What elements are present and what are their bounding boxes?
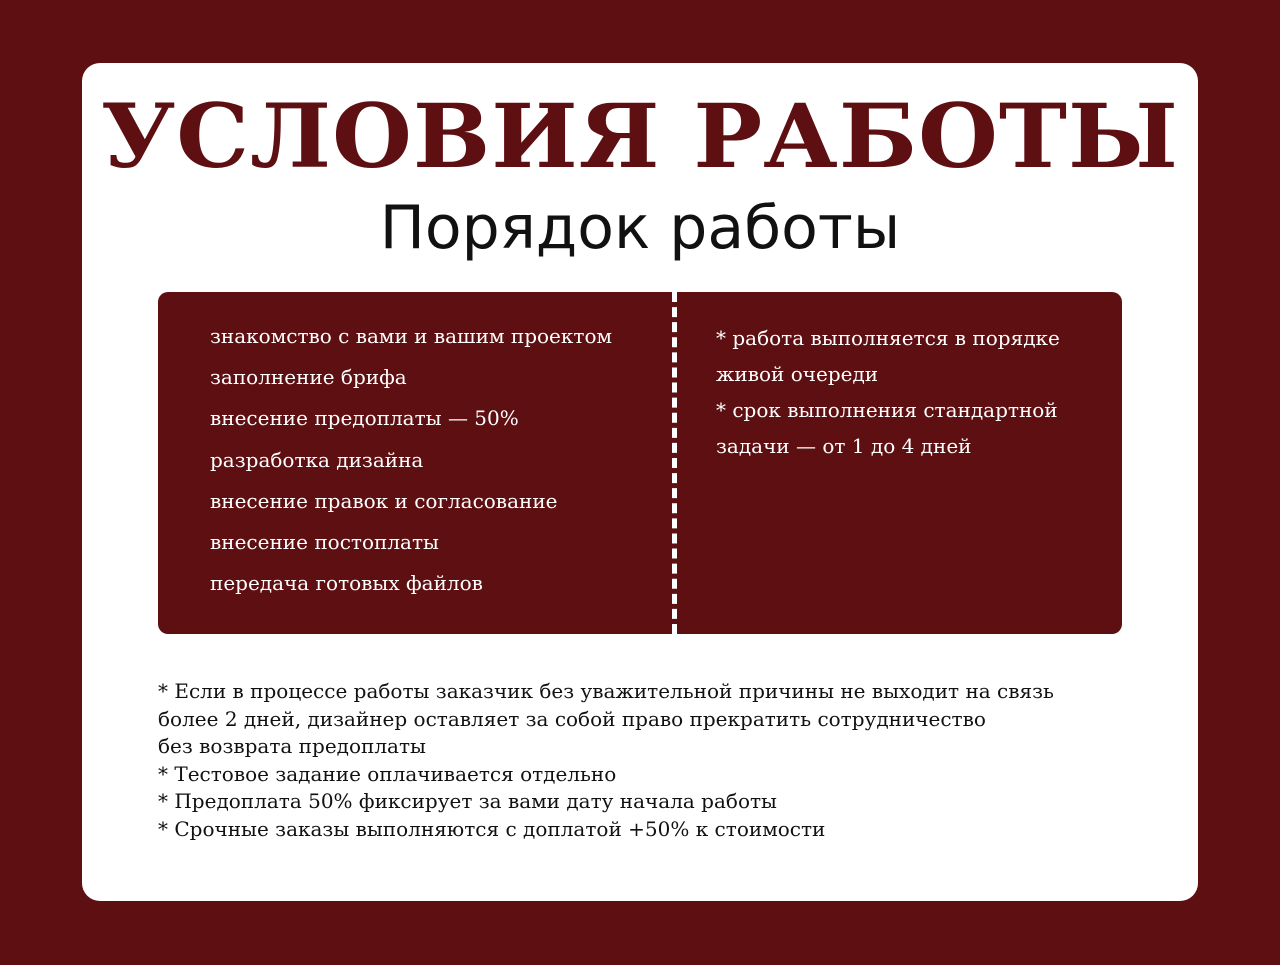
side-note: * работа выполняется в порядке живой очереди [716,326,1060,386]
list-item: передача готовых файлов [210,571,483,596]
footnote-line: * Если в процессе работы заказчик без уважительной причины не выходит на связь [158,679,1054,703]
footnote-line: без возврата предоплаты [158,734,426,759]
list-item: знакомство с вами и вашим проектом [210,324,613,348]
page-title: УСЛОВИЯ РАБОТЫ [100,84,1180,188]
side-notes [716,320,1096,464]
footnote-line: * Тестовое задание оплачивается отдельно [158,761,617,786]
list-item: разработка дизайна [210,447,424,472]
list-item: заполнение брифа [210,365,407,390]
list-item: внесение правок и согласование [210,488,558,513]
footnote-line: более 2 дней, дизайнер оставляет за собой право прекратить сотрудничество [158,706,986,731]
footnote-line: * Предоплата 50% фиксирует за вами дату начала работы [158,789,777,814]
footnotes [158,678,1158,844]
side-note: * срок выполнения стандартной задачи — от 1 до 4 дней [716,398,1058,458]
list-item: внесение предоплаты — 50% [210,406,519,431]
page-subtitle: Порядок работы [379,193,901,263]
list-item: внесение постоплаты [210,529,439,554]
work-order-panel [158,292,1122,634]
steps-list [210,322,612,610]
footnote-line: * Срочные заказы выполняются с доплатой +50% к стоимости [158,816,826,841]
dashed-divider [672,292,677,634]
